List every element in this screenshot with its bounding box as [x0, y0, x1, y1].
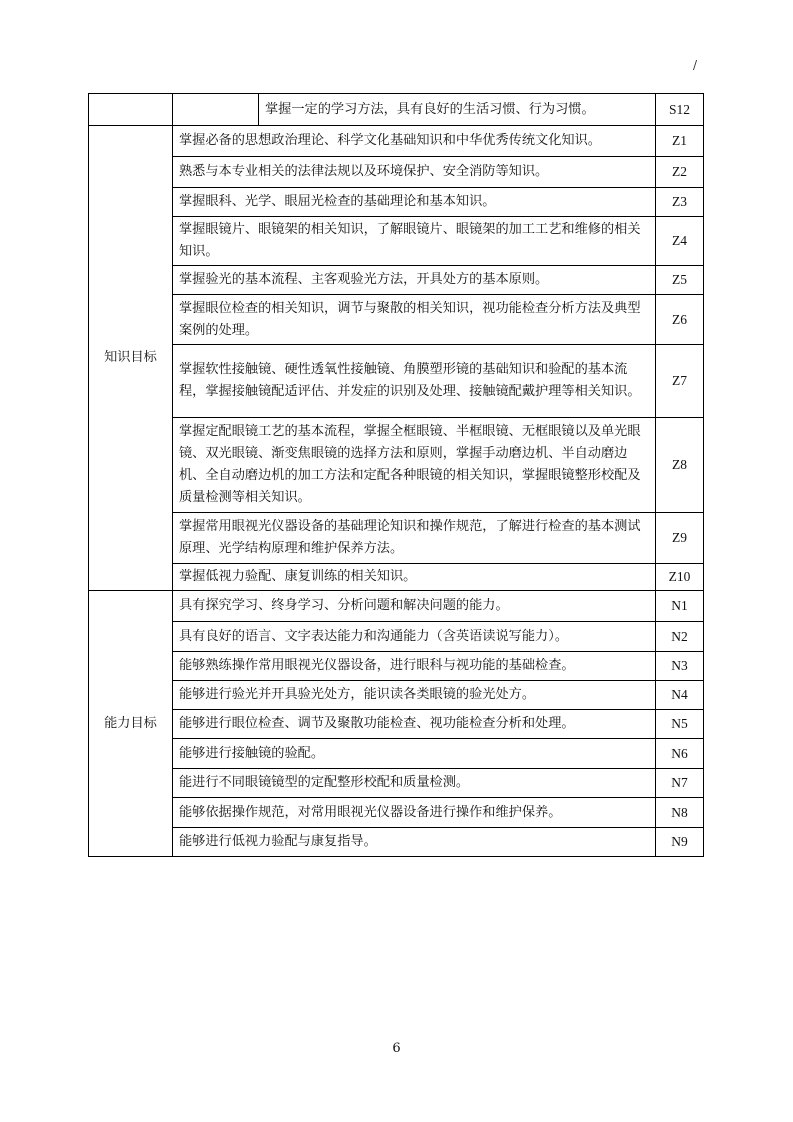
goal-description: 掌握定配眼镜工艺的基本流程，掌握全框眼镜、半框眼镜、无框眼镜以及单光眼镜、双光眼镜、渐变焦眼镜的选择方法和原则，掌握手动磨边机、半自动磨边机、全自动磨边机的加工方法和定配各种眼镜的相关知识，掌握眼镜整形校配及质量检测等相关知识。	[173, 418, 656, 513]
goal-description: 掌握验光的基本流程、主客观验光方法，开具处方的基本原则。	[173, 266, 656, 295]
goal-description: 掌握眼科、光学、眼屈光检查的基础理论和基本知识。	[173, 188, 656, 217]
goal-code: Z10	[656, 564, 704, 591]
ability-goal-row	[89, 652, 704, 681]
goal-description: 能够进行眼位检查、调节及聚散功能检查、视功能检查分析和处理。	[173, 710, 656, 739]
knowledge-goal-row	[89, 157, 704, 188]
goals-table	[88, 93, 704, 857]
goal-code: N5	[656, 710, 704, 739]
empty-category-cell	[89, 94, 173, 126]
ability-goal-row	[89, 591, 704, 622]
goal-description: 具有良好的语言、文字表达能力和沟通能力（含英语读说写能力）。	[173, 622, 656, 652]
goal-description: 掌握眼镜片、眼镜架的相关知识，了解眼镜片、眼镜架的加工工艺和维修的相关知识。	[173, 217, 656, 266]
goal-code: Z2	[656, 157, 704, 188]
goal-description: 能进行不同眼镜镜型的定配整形校配和质量检测。	[173, 769, 656, 798]
goal-description: 掌握眼位检查的相关知识，调节与聚散的相关知识，视功能检查分析方法及典型案例的处理。	[173, 295, 656, 345]
goal-code: Z8	[656, 418, 704, 513]
goal-code: Z4	[656, 217, 704, 266]
goal-description: 能够依据操作规范，对常用眼视光仪器设备进行操作和维护保养。	[173, 798, 656, 828]
goal-code: N8	[656, 798, 704, 828]
goal-description: 能够进行验光并开具验光处方，能识读各类眼镜的验光处方。	[173, 681, 656, 710]
knowledge-goal-row	[89, 217, 704, 266]
goal-description: 具有探究学习、终身学习、分析问题和解决问题的能力。	[173, 591, 656, 622]
knowledge-goal-row	[89, 513, 704, 564]
ability-goal-row	[89, 798, 704, 828]
goal-description: 掌握一定的学习方法，具有良好的生活习惯、行为习惯。	[259, 94, 656, 126]
goal-code: Z5	[656, 266, 704, 295]
goal-description: 能够熟练操作常用眼视光仪器设备，进行眼科与视功能的基础检查。	[173, 652, 656, 681]
goal-code: Z6	[656, 295, 704, 345]
goal-description: 掌握必备的思想政治理论、科学文化基础知识和中华优秀传统文化知识。	[173, 126, 656, 157]
goal-code: N9	[656, 828, 704, 857]
knowledge-goal-row	[89, 188, 704, 217]
knowledge-goal-row	[89, 266, 704, 295]
goal-code: Z7	[656, 345, 704, 418]
goal-code: Z3	[656, 188, 704, 217]
goal-description: 熟悉与本专业相关的法律法规以及环境保护、安全消防等知识。	[173, 157, 656, 188]
goal-description: 能够进行低视力验配与康复指导。	[173, 828, 656, 857]
goal-code: Z1	[656, 126, 704, 157]
goal-description: 掌握软性接触镜、硬性透氧性接触镜、角膜塑形镜的基础知识和验配的基本流程，掌握接触镜配适评估、并发症的识别及处理、接触镜配戴护理等相关知识。	[173, 345, 656, 418]
goals-table-body	[89, 94, 704, 857]
goal-code: N6	[656, 739, 704, 769]
ability-goal-row	[89, 681, 704, 710]
goal-code: N1	[656, 591, 704, 622]
goal-code: N4	[656, 681, 704, 710]
ability-goal-row	[89, 622, 704, 652]
goal-code: N7	[656, 769, 704, 798]
goal-code: N3	[656, 652, 704, 681]
continuation-row	[89, 94, 704, 126]
empty-subcategory-cell	[173, 94, 259, 126]
ability-goal-row	[89, 710, 704, 739]
corner-mark: /	[693, 58, 698, 72]
knowledge-goal-row	[89, 345, 704, 418]
goal-code: S12	[656, 94, 704, 126]
goal-code: Z9	[656, 513, 704, 564]
ability-goal-row	[89, 828, 704, 857]
ability-goal-row	[89, 769, 704, 798]
goal-description: 掌握低视力验配、康复训练的相关知识。	[173, 564, 656, 591]
knowledge-goal-row	[89, 564, 704, 591]
knowledge-category-label: 知识目标	[89, 126, 173, 591]
ability-category-label: 能力目标	[89, 591, 173, 857]
goal-description: 掌握常用眼视光仪器设备的基础理论知识和操作规范，了解进行检查的基本测试原理、光学结构原理和维护保养方法。	[173, 513, 656, 564]
goal-code: N2	[656, 622, 704, 652]
ability-goal-row	[89, 739, 704, 769]
knowledge-goal-row	[89, 418, 704, 513]
goal-description: 能够进行接触镜的验配。	[173, 739, 656, 769]
knowledge-goal-row	[89, 295, 704, 345]
page-number: 6	[392, 1041, 401, 1056]
knowledge-goal-row	[89, 126, 704, 157]
